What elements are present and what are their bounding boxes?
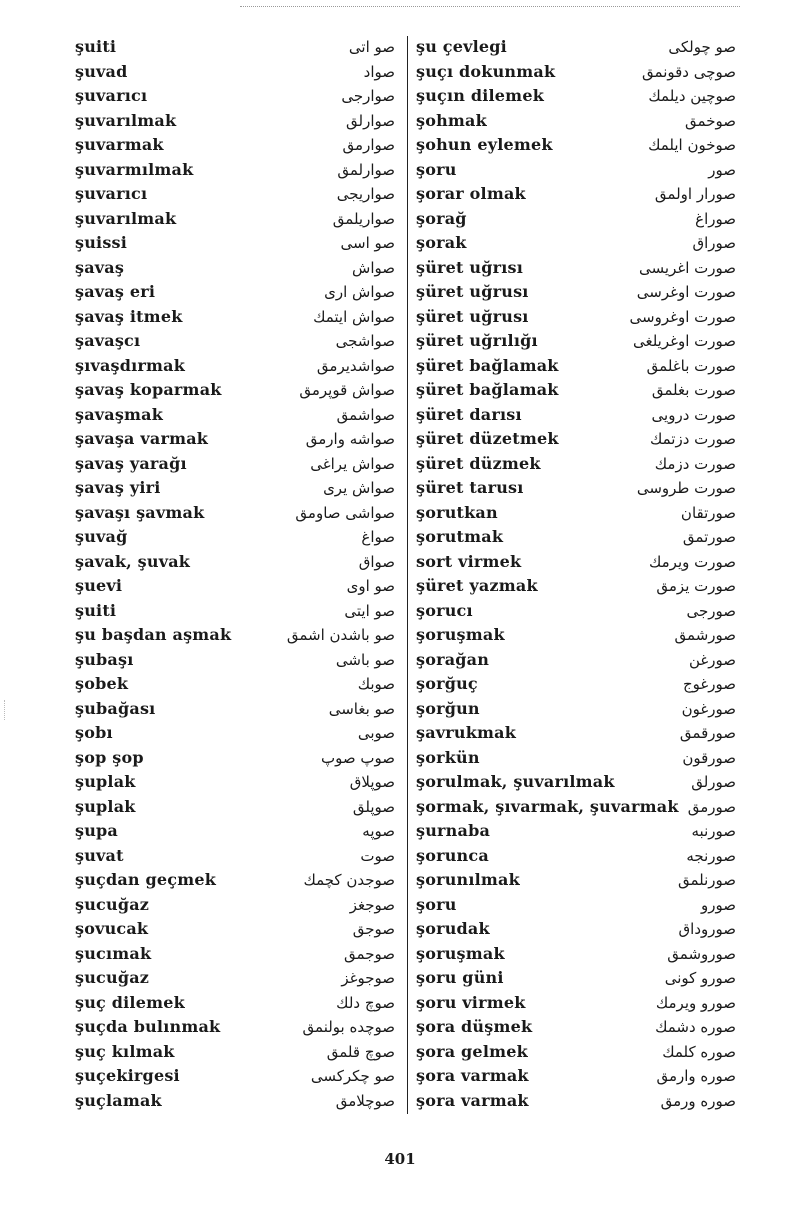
- entry-arabic-script: صورت اوغرسى: [636, 283, 736, 301]
- entry-arabic-script: صورنلمق: [677, 871, 736, 889]
- entry-transliteration: şorulmak, şuvarılmak: [416, 772, 615, 791]
- entry-arabic-script: صوارلمق: [337, 160, 395, 179]
- entry-transliteration: şavaş: [75, 257, 125, 277]
- dictionary-entry: [75, 60, 395, 85]
- entry-arabic-script: صور: [708, 160, 736, 179]
- entry-arabic-script: صوچده بولنمق: [302, 1018, 395, 1036]
- entry-arabic-script: صو باشدن اشمق: [286, 626, 395, 644]
- dictionary-entry: [416, 84, 736, 109]
- entry-transliteration: şuplak: [75, 772, 136, 791]
- dictionary-entry: [416, 697, 736, 722]
- entry-arabic-script: صورلق: [691, 773, 736, 791]
- entry-transliteration: şuvarıcı: [75, 184, 148, 203]
- top-rule: [240, 6, 740, 7]
- entry-arabic-script: صوچ قلمق: [326, 1042, 395, 1061]
- entry-arabic-script: صوره وارمق: [656, 1067, 736, 1085]
- entry-arabic-script: صو ايتى: [344, 601, 395, 620]
- dictionary-entry: [75, 207, 395, 232]
- entry-arabic-script: صورت اغريسى: [639, 258, 736, 277]
- entry-arabic-script: صواش يراغى: [310, 454, 395, 473]
- dictionary-entry: [75, 109, 395, 134]
- entry-transliteration: şoruşmak: [416, 625, 505, 644]
- dictionary-entry: [416, 1015, 736, 1040]
- entry-transliteration: şüret uğrusı: [416, 306, 529, 326]
- dictionary-entry: [75, 378, 395, 403]
- dictionary-entry: [75, 1089, 395, 1114]
- dictionary-entry: [75, 697, 395, 722]
- entry-arabic-script: صورت باغلمق: [646, 356, 736, 375]
- dictionary-entry: [416, 158, 736, 183]
- entry-transliteration: şohmak: [416, 110, 487, 130]
- dictionary-entry: [75, 893, 395, 918]
- entry-arabic-script: صورغن: [689, 650, 736, 669]
- entry-arabic-script: صواشه وارمق: [305, 430, 395, 448]
- entry-transliteration: şuissi: [75, 233, 128, 252]
- entry-arabic-script: صو چكركسى: [310, 1067, 395, 1085]
- entry-arabic-script: صوبك: [357, 675, 395, 693]
- entry-arabic-script: صوخون ايلمك: [648, 136, 736, 154]
- dictionary-entry: [75, 550, 395, 575]
- entry-transliteration: şıvaşdırmak: [75, 355, 186, 375]
- dictionary-entry: [75, 452, 395, 477]
- dictionary-entry: [416, 942, 736, 967]
- entry-transliteration: şora düşmek: [416, 1017, 533, 1036]
- entry-arabic-script: صورقمق: [679, 724, 736, 742]
- dictionary-entry: [75, 1040, 395, 1065]
- entry-transliteration: şorunca: [416, 845, 489, 865]
- dictionary-entry: [416, 476, 736, 501]
- entry-arabic-script: صوراق: [692, 234, 736, 252]
- entry-arabic-script: صوجمق: [344, 944, 395, 963]
- entry-transliteration: şavaş itmek: [75, 306, 183, 326]
- entry-transliteration: şoru: [416, 894, 457, 914]
- entry-transliteration: şüret uğrusı: [416, 282, 529, 301]
- entry-arabic-script: صواشى صاومق: [295, 503, 395, 522]
- entry-transliteration: şoru: [416, 159, 457, 179]
- entry-arabic-script: صوارجى: [341, 87, 395, 105]
- entry-arabic-script: صوروداق: [678, 920, 736, 938]
- entry-arabic-script: صورو ويرمك: [655, 993, 736, 1012]
- dictionary-entry: [416, 721, 736, 746]
- dictionary-entry: [416, 1064, 736, 1089]
- entry-transliteration: şüret tarusı: [416, 478, 524, 497]
- dictionary-entry: [75, 942, 395, 967]
- entry-arabic-script: صواش يرى: [323, 479, 395, 497]
- entry-arabic-script: صورت اوغريلغى: [632, 332, 736, 350]
- entry-transliteration: şüret darısı: [416, 404, 522, 424]
- entry-transliteration: şuvad: [75, 61, 128, 81]
- dictionary-entry: [75, 574, 395, 599]
- entry-arabic-script: صورت دزمك: [654, 454, 736, 473]
- entry-transliteration: şuiti: [75, 600, 117, 620]
- entry-arabic-script: صورو كونى: [664, 969, 736, 987]
- dictionary-entry: [416, 207, 736, 232]
- dictionary-entry: [75, 84, 395, 109]
- entry-transliteration: şüret yazmak: [416, 576, 538, 595]
- entry-transliteration: şüret uğrılığı: [416, 331, 538, 350]
- dictionary-entry: [75, 1064, 395, 1089]
- entry-transliteration: şavaşı şavmak: [75, 502, 205, 522]
- entry-transliteration: şohun eylemek: [416, 135, 553, 154]
- entry-arabic-script: صواشديرمق: [316, 356, 395, 375]
- dictionary-entry: [75, 746, 395, 771]
- entry-transliteration: şop şop: [75, 747, 144, 767]
- entry-arabic-script: صواش ايتمك: [313, 307, 395, 326]
- entry-transliteration: şora varmak: [416, 1090, 529, 1110]
- dictionary-entry: [75, 403, 395, 428]
- entry-arabic-script: صوپلاق: [349, 773, 395, 791]
- entry-arabic-script: صورت اوغروسى: [629, 307, 736, 326]
- entry-transliteration: şuçlamak: [75, 1090, 162, 1110]
- dictionary-entry: [416, 354, 736, 379]
- entry-arabic-script: صورت بغلمق: [651, 381, 736, 399]
- dictionary-entry: [416, 1089, 736, 1114]
- entry-transliteration: şoru güni: [416, 968, 504, 987]
- entry-transliteration: şuvarıcı: [75, 86, 148, 105]
- entry-arabic-script: صورتقان: [680, 503, 736, 522]
- left-column: [75, 35, 395, 1113]
- entry-arabic-script: صورشمق: [674, 626, 736, 644]
- entry-arabic-script: صوبى: [357, 724, 395, 742]
- entry-arabic-script: صورتمق: [682, 528, 736, 546]
- entry-arabic-script: صورغوج: [682, 675, 736, 693]
- dictionary-entry: [416, 525, 736, 550]
- entry-arabic-script: صورو: [701, 895, 736, 914]
- dictionary-entry: [75, 795, 395, 820]
- dictionary-entry: [416, 378, 736, 403]
- entry-arabic-script: صواغ: [361, 528, 395, 546]
- entry-transliteration: şavaş eri: [75, 282, 156, 301]
- entry-arabic-script: صوجوغز: [341, 969, 395, 987]
- entry-transliteration: şora gelmek: [416, 1041, 528, 1061]
- dictionary-entry: [75, 427, 395, 452]
- entry-arabic-script: صورنجه: [686, 846, 736, 865]
- entry-transliteration: şormak, şıvarmak, şuvarmak: [416, 796, 679, 816]
- entry-transliteration: şubaşı: [75, 649, 134, 669]
- entry-transliteration: şavaş yarağı: [75, 453, 187, 473]
- entry-transliteration: şavaş koparmak: [75, 380, 222, 399]
- dictionary-entry: [75, 819, 395, 844]
- entry-arabic-script: صوجق: [352, 920, 395, 938]
- entry-arabic-script: صواش قوپرمق: [299, 381, 395, 399]
- entry-transliteration: şavak, şuvak: [75, 551, 191, 571]
- dictionary-entry: [75, 280, 395, 305]
- dictionary-entry: [75, 991, 395, 1016]
- dictionary-entry: [75, 133, 395, 158]
- dictionary-entry: [75, 354, 395, 379]
- dictionary-entry: [416, 427, 736, 452]
- entry-transliteration: şoru virmek: [416, 992, 526, 1012]
- entry-transliteration: şuçekirgesi: [75, 1066, 180, 1085]
- entry-arabic-script: صورنبه: [691, 822, 736, 840]
- dictionary-entry: [416, 109, 736, 134]
- entry-arabic-script: صورت طروسى: [636, 479, 736, 497]
- entry-transliteration: şüret düzetmek: [416, 429, 559, 448]
- dictionary-entry: [416, 550, 736, 575]
- dictionary-entry: [75, 966, 395, 991]
- dictionary-entry: [416, 280, 736, 305]
- entry-arabic-script: صوره ورمق: [660, 1091, 736, 1110]
- dictionary-entry: [416, 819, 736, 844]
- dictionary-entry: [416, 133, 736, 158]
- entry-arabic-script: صو اتى: [348, 38, 395, 56]
- entry-transliteration: şu başdan aşmak: [75, 625, 232, 644]
- entry-arabic-script: صورقون: [682, 748, 736, 767]
- entry-transliteration: şavaşa varmak: [75, 429, 209, 448]
- entry-arabic-script: صو باشى: [335, 650, 395, 669]
- entry-transliteration: şorağ: [416, 208, 467, 228]
- dictionary-entry: [416, 329, 736, 354]
- entry-arabic-script: صوجدن كچمك: [303, 871, 395, 889]
- dictionary-entry: [75, 599, 395, 624]
- entry-transliteration: şorağan: [416, 649, 490, 669]
- entry-arabic-script: صوراغ: [695, 209, 736, 228]
- dictionary-entry: [75, 305, 395, 330]
- entry-arabic-script: صوارلق: [346, 111, 395, 130]
- entry-arabic-script: صواش ارى: [324, 283, 395, 301]
- dictionary-entry: [416, 868, 736, 893]
- entry-arabic-script: صو بغاسى: [328, 699, 395, 718]
- dictionary-entry: [75, 648, 395, 673]
- dictionary-entry: [75, 35, 395, 60]
- dictionary-entry: [416, 35, 736, 60]
- entry-arabic-script: صورت درويى: [651, 405, 736, 424]
- entry-transliteration: şuplak: [75, 796, 136, 816]
- entry-arabic-script: صوت: [360, 846, 395, 865]
- entry-transliteration: şucuğaz: [75, 894, 150, 914]
- dictionary-entry: [416, 231, 736, 256]
- entry-transliteration: şora varmak: [416, 1066, 529, 1085]
- entry-arabic-script: صورت دزتمك: [649, 430, 736, 448]
- entry-transliteration: şorğun: [416, 698, 480, 718]
- entry-transliteration: şupa: [75, 821, 118, 840]
- dictionary-entry: [416, 795, 736, 820]
- entry-arabic-script: صوره كلمك: [662, 1042, 736, 1061]
- entry-arabic-script: صوپه: [362, 822, 395, 840]
- entry-transliteration: şüret bağlamak: [416, 380, 559, 399]
- entry-arabic-script: صوره دشمك: [655, 1018, 736, 1036]
- entry-transliteration: şuvarılmak: [75, 208, 177, 228]
- entry-transliteration: şüret uğrısı: [416, 257, 524, 277]
- entry-transliteration: şavaşcı: [75, 331, 141, 350]
- margin-mark: [4, 700, 11, 720]
- entry-arabic-script: صواريلمق: [332, 209, 395, 228]
- entry-arabic-script: صواريجى: [336, 185, 395, 203]
- dictionary-entry: [416, 648, 736, 673]
- entry-arabic-script: صو چولكى: [668, 38, 736, 56]
- dictionary-entry: [75, 623, 395, 648]
- entry-arabic-script: صوروشمق: [667, 944, 736, 963]
- dictionary-entry: [75, 672, 395, 697]
- dictionary-entry: [75, 868, 395, 893]
- dictionary-entry: [75, 329, 395, 354]
- entry-transliteration: şavaş yiri: [75, 478, 161, 497]
- dictionary-entry: [416, 305, 736, 330]
- dictionary-entry: [416, 501, 736, 526]
- dictionary-entry: [416, 844, 736, 869]
- dictionary-entry: [416, 672, 736, 697]
- entry-arabic-script: صوچلامق: [335, 1091, 395, 1110]
- entry-arabic-script: صوچ دلك: [336, 993, 395, 1012]
- dictionary-entry: [75, 721, 395, 746]
- entry-arabic-script: صورجى: [686, 601, 736, 620]
- entry-transliteration: şorunılmak: [416, 870, 520, 889]
- dictionary-entry: [416, 623, 736, 648]
- dictionary-entry: [75, 182, 395, 207]
- entry-arabic-script: صوخمق: [685, 111, 736, 130]
- entry-transliteration: şuçdan geçmek: [75, 870, 217, 889]
- dictionary-entry: [75, 844, 395, 869]
- dictionary-entry: [416, 452, 736, 477]
- dictionary-entry: [416, 917, 736, 942]
- entry-arabic-script: صوچين ديلمك: [648, 87, 736, 105]
- entry-arabic-script: صواشجى: [335, 332, 395, 350]
- entry-transliteration: şuvat: [75, 845, 124, 865]
- dictionary-entry: [75, 231, 395, 256]
- entry-transliteration: şovucak: [75, 919, 149, 938]
- entry-arabic-script: صوپلق: [352, 797, 395, 816]
- right-column: [416, 35, 736, 1113]
- entry-transliteration: şuiti: [75, 37, 117, 56]
- entry-transliteration: şobek: [75, 674, 129, 693]
- dictionary-entry: [416, 893, 736, 918]
- dictionary-entry: [416, 574, 736, 599]
- dictionary-entry: [416, 1040, 736, 1065]
- entry-transliteration: şuvağ: [75, 527, 128, 546]
- entry-arabic-script: صواق: [358, 552, 395, 571]
- entry-transliteration: şorucı: [416, 600, 473, 620]
- entry-transliteration: şorğuç: [416, 674, 478, 693]
- entry-transliteration: şüret bağlamak: [416, 355, 559, 375]
- dictionary-entry: [416, 182, 736, 207]
- dictionary-entry: [75, 1015, 395, 1040]
- entry-transliteration: şuvarılmak: [75, 110, 177, 130]
- page-number: 401: [384, 1150, 416, 1168]
- entry-transliteration: şuevi: [75, 576, 123, 595]
- dictionary-entry: [416, 256, 736, 281]
- dictionary-entry: [416, 991, 736, 1016]
- entry-arabic-script: صواد: [363, 62, 395, 81]
- entry-transliteration: şoruşmak: [416, 943, 505, 963]
- dictionary-entry: [75, 770, 395, 795]
- entry-transliteration: şuç kılmak: [75, 1041, 175, 1061]
- entry-transliteration: şorutmak: [416, 527, 504, 546]
- dictionary-entry: [75, 525, 395, 550]
- entry-arabic-script: صورمق: [687, 797, 736, 816]
- dictionary-entry: [75, 501, 395, 526]
- entry-arabic-script: صورار اولمق: [654, 185, 736, 203]
- entry-arabic-script: صوارمق: [342, 136, 395, 154]
- entry-transliteration: şorak: [416, 233, 467, 252]
- entry-transliteration: şüret düzmek: [416, 453, 541, 473]
- dictionary-entry: [416, 60, 736, 85]
- column-divider: [407, 36, 408, 1114]
- entry-arabic-script: صو اوى: [346, 577, 395, 595]
- dictionary-entry: [75, 476, 395, 501]
- dictionary-entry: [75, 158, 395, 183]
- entry-transliteration: şucuğaz: [75, 968, 150, 987]
- entry-transliteration: sort virmek: [416, 551, 522, 571]
- entry-transliteration: şuvarmılmak: [75, 159, 194, 179]
- entry-arabic-script: صواشمق: [336, 405, 395, 424]
- dictionary-entry: [416, 770, 736, 795]
- dictionary-entry: [75, 256, 395, 281]
- entry-transliteration: şavrukmak: [416, 723, 517, 742]
- entry-transliteration: şobı: [75, 723, 113, 742]
- entry-arabic-script: صورت يزمق: [656, 577, 736, 595]
- entry-transliteration: şuçda bulınmak: [75, 1017, 221, 1036]
- dictionary-entry: [75, 917, 395, 942]
- dictionary-entry: [416, 403, 736, 428]
- entry-arabic-script: صوچى دقونمق: [642, 62, 736, 81]
- entry-transliteration: şubağası: [75, 698, 156, 718]
- entry-arabic-script: صورغون: [681, 699, 736, 718]
- entry-arabic-script: صواش: [352, 258, 395, 277]
- dictionary-entry: [416, 746, 736, 771]
- entry-transliteration: şorudak: [416, 919, 490, 938]
- entry-arabic-script: صورت ويرمك: [649, 552, 736, 571]
- entry-transliteration: şuvarmak: [75, 135, 164, 154]
- entry-transliteration: şucımak: [75, 943, 152, 963]
- entry-arabic-script: صوپ صوپ: [321, 748, 395, 767]
- dictionary-entry: [416, 599, 736, 624]
- dictionary-entry: [416, 966, 736, 991]
- entry-transliteration: şuçın dilemek: [416, 86, 544, 105]
- entry-arabic-script: صو اسى: [340, 234, 395, 252]
- entry-transliteration: şurnaba: [416, 821, 491, 840]
- entry-transliteration: şavaşmak: [75, 404, 164, 424]
- entry-transliteration: şorutkan: [416, 502, 498, 522]
- entry-transliteration: şorkün: [416, 747, 480, 767]
- entry-transliteration: şu çevlegi: [416, 37, 507, 56]
- entry-transliteration: şuçı dokunmak: [416, 61, 556, 81]
- entry-transliteration: şuç dilemek: [75, 992, 185, 1012]
- entry-transliteration: şorar olmak: [416, 184, 526, 203]
- entry-arabic-script: صوجغز: [349, 895, 395, 914]
